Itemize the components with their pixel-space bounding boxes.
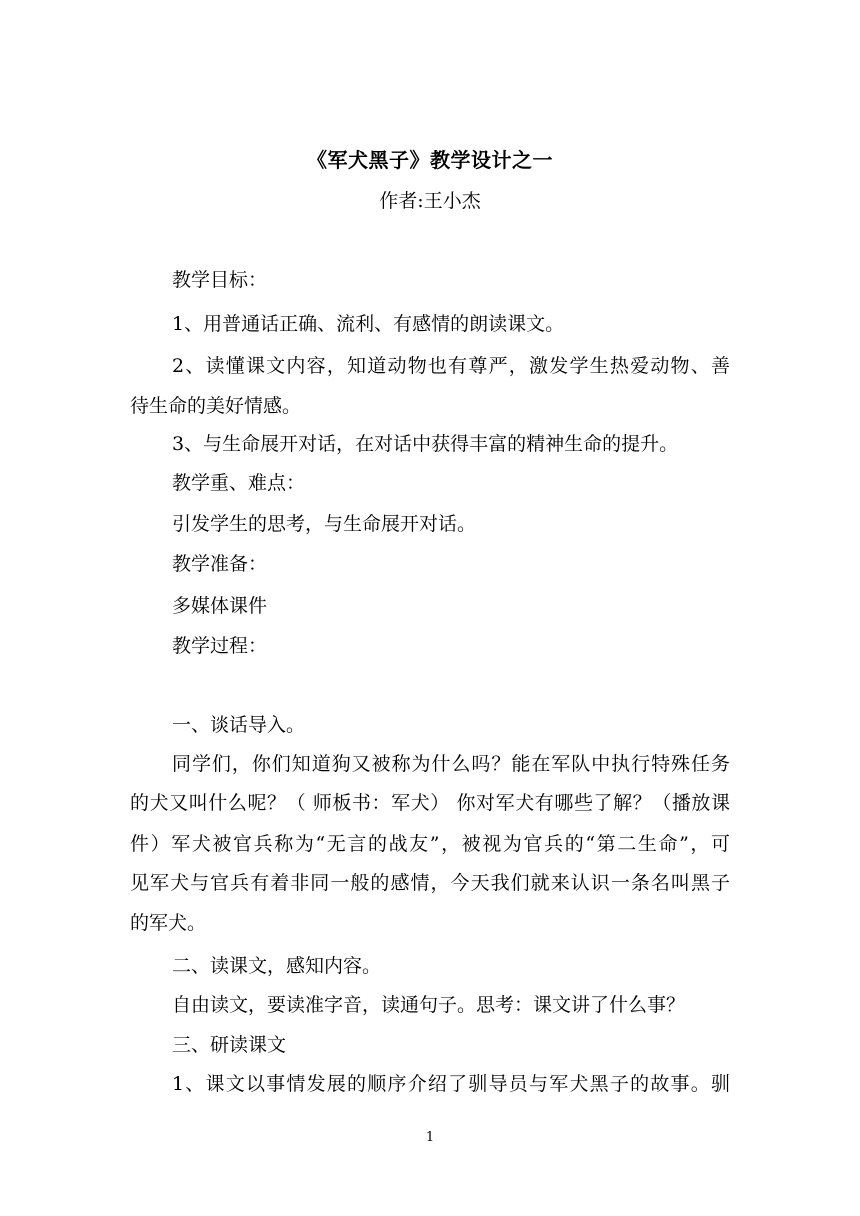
section-heading-preparation: 教学准备： xyxy=(172,553,268,575)
paragraph-line: 1、课文以事情发展的顺序介绍了驯导员与军犬黑子的故事。驯 xyxy=(172,1073,730,1095)
paragraph-line: 的军犬。 xyxy=(130,912,207,934)
paragraph-line: 3、与生命展开对话，在对话中获得丰富的精神生命的提升。 xyxy=(172,433,679,455)
subsection-heading: 三、研读课文 xyxy=(172,1034,287,1056)
page-number: 1 xyxy=(425,1130,435,1145)
section-heading-process: 教学过程： xyxy=(172,635,268,657)
paragraph-line: 的犬又叫什么呢？（ 师板书：军犬） 你对军犬有哪些了解？（播放课 xyxy=(130,792,730,814)
paragraph-line: 引发学生的思考，与生命展开对话。 xyxy=(172,513,477,535)
document-title: 《军犬黑子》教学设计之一 xyxy=(307,148,553,172)
paragraph-line: 见军犬与官兵有着非同一般的感情，今天我们就来认识一条名叫黑子 xyxy=(130,872,730,894)
paragraph-line: 同学们，你们知道狗又被称为什么吗？能在军队中执行特殊任务 xyxy=(172,753,730,775)
paragraph-line: 1、用普通话正确、流利、有感情的朗读课文。 xyxy=(172,313,565,335)
paragraph-line: 多媒体课件 xyxy=(172,595,268,617)
paragraph-line: 自由读文，要读准字音，读通句子。思考：课文讲了什么事？ xyxy=(172,994,686,1016)
paragraph-line: 件）军犬被官兵称为“无言的战友”，被视为官兵的“第二生命”，可 xyxy=(130,833,730,855)
subsection-heading: 一、谈话导入。 xyxy=(172,714,306,736)
section-heading-goals: 教学目标： xyxy=(172,269,268,291)
paragraph-line: 2、读懂课文内容，知道动物也有尊严，激发学生热爱动物、善 xyxy=(172,355,730,377)
section-heading-key-points: 教学重、难点： xyxy=(172,472,306,494)
subsection-heading: 二、读课文，感知内容。 xyxy=(172,955,382,977)
document-author: 作者:王小杰 xyxy=(379,190,481,212)
paragraph-line: 待生命的美好情感。 xyxy=(130,395,302,417)
